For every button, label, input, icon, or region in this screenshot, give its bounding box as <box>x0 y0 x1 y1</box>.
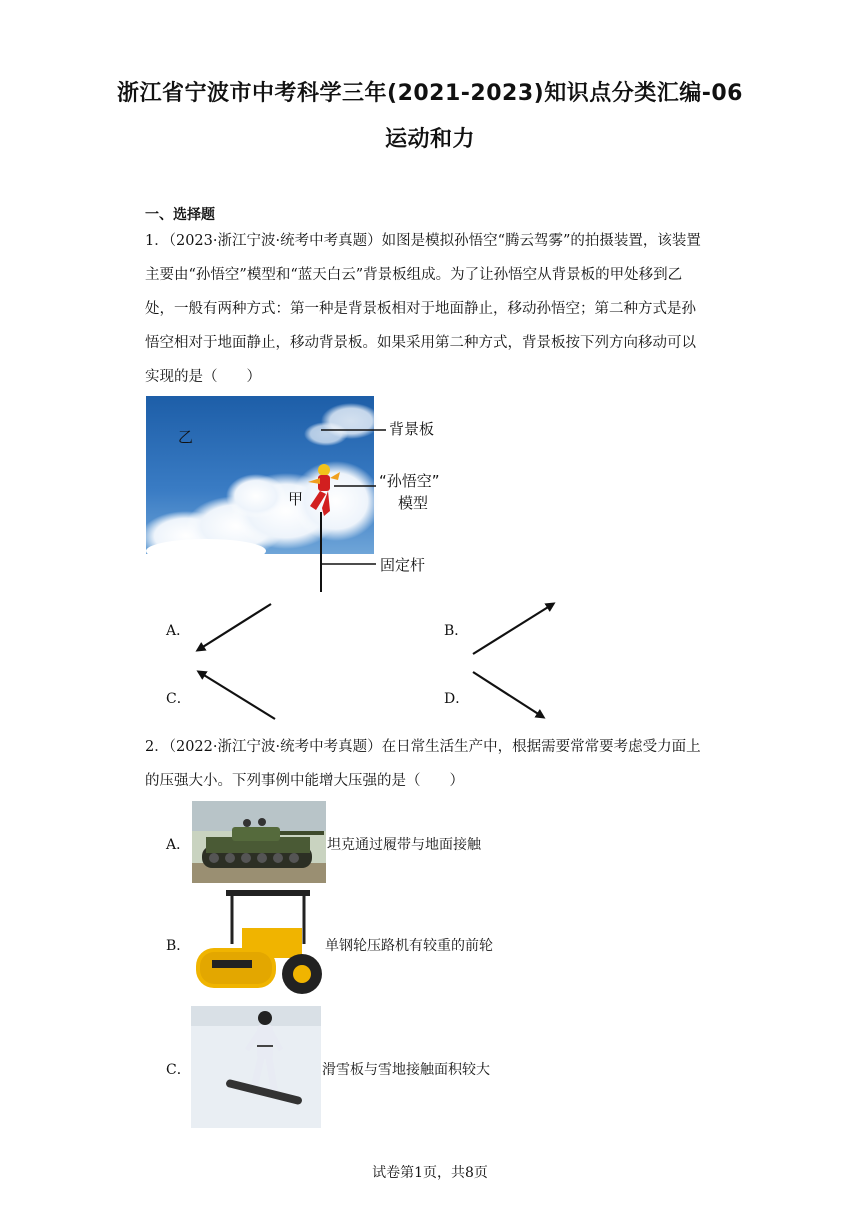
label-fixed-rod: 固定杆 <box>380 556 426 574</box>
question-1-line: 处，一般有两种方式：第一种是背景板相对于地面静止，移动孙悟空；第二种方式是孙 <box>145 301 696 317</box>
question-2-text <box>145 730 725 798</box>
page-title-line1: 浙江省宁波市中考科学三年(2021-2023)知识点分类汇编-06 <box>117 81 743 106</box>
page-footer: 试卷第1页，共8页 <box>372 1165 488 1181</box>
label-background-board: 背景板 <box>389 420 435 438</box>
label-model-line2: 模型 <box>398 494 429 512</box>
question-2-line: 2．（2022·浙江宁波·统考中考真题）在日常生活生产中，根据需要常常要考虑受力面上 <box>145 739 701 755</box>
q2-option-c-text: 滑雪板与雪地接触面积较大 <box>322 1062 490 1078</box>
question-1-line: 悟空相对于地面静止，移动背景板。如果采用第二种方式，背景板按下列方向移动可以 <box>145 335 696 351</box>
arrow-a-icon <box>198 604 271 650</box>
option-a-label[interactable]: A． <box>166 623 191 639</box>
option-d-label[interactable]: D． <box>444 691 470 707</box>
tank-image <box>192 801 326 883</box>
arrow-b-icon <box>473 604 553 654</box>
q2-option-b-text: 单钢轮压路机有较重的前轮 <box>325 938 493 954</box>
q2-option-a-letter[interactable]: A． <box>166 837 191 853</box>
question-1-line: 实现的是（ ） <box>145 369 261 385</box>
label-jia: 甲 <box>288 490 304 508</box>
q2-option-c-letter[interactable]: C． <box>166 1062 191 1078</box>
road-roller-image <box>192 888 324 998</box>
snowboarder-image <box>191 1006 321 1128</box>
page-title-line2: 运动和力 <box>384 127 475 152</box>
question-1-line: 1．（2023·浙江宁波·统考中考真题）如图是模拟孙悟空“腾云驾雾”的拍摄装置，该装置 <box>145 233 701 249</box>
option-c-label[interactable]: C． <box>166 691 191 707</box>
arrow-d-icon <box>473 672 543 717</box>
question-2-line: 的压强大小。下列事例中能增大压强的是（ ） <box>145 773 464 789</box>
label-yi: 乙 <box>178 428 194 446</box>
option-b-label[interactable]: B． <box>444 623 469 639</box>
label-model-line1: “孙悟空” <box>379 472 440 490</box>
question-1-line: 主要由“孙悟空”模型和“蓝天白云”背景板组成。为了让孙悟空从背景板的甲处移到乙 <box>145 267 683 283</box>
q2-option-b-letter[interactable]: B． <box>166 938 191 954</box>
section-heading: 一、选择题 <box>145 207 215 223</box>
q2-option-a-text: 坦克通过履带与地面接触 <box>327 837 481 853</box>
arrow-c-icon <box>199 672 275 719</box>
